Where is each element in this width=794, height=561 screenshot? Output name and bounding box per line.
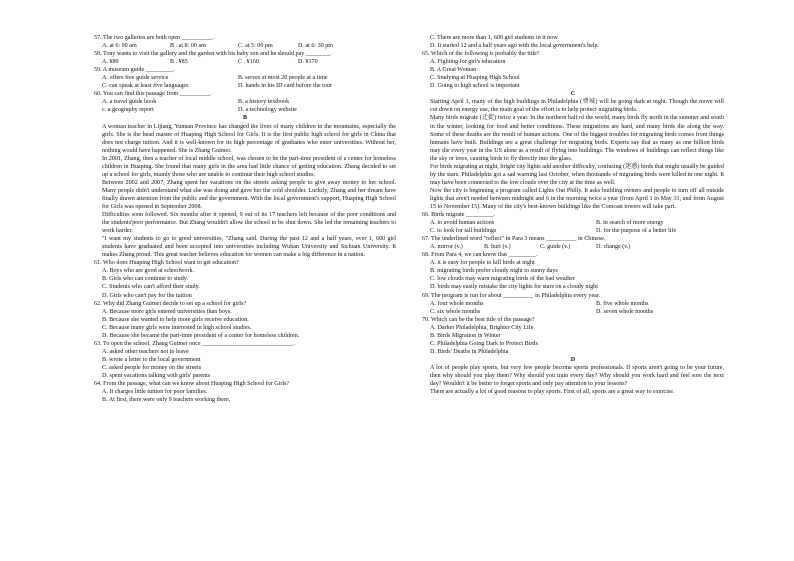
option[interactable]: A. at 6: 00 am	[102, 43, 137, 50]
passage-paragraph: A woman teacher in Lijiang, Yunnan Province has changed the lives of many children in the mountains, especially the girls. She is the head master of Huaping High School for Girls. It is the first public high school for girls in China that does not charge tuition. And it is well-known for its high percentage of graduates who enter universities. Without her, nothing would have happened. She is Zhang Guimei.	[102, 123, 396, 154]
option[interactable]: C. at 5: 00 pm	[238, 43, 273, 50]
option[interactable]: c. a geography report	[102, 107, 154, 114]
option[interactable]: C. to look for tall buildings	[430, 228, 497, 235]
option[interactable]: B. five whole months	[596, 300, 649, 307]
question-stem: 58. Tony wants to visit the gallery and the garden with his baby son and he should pay ________.	[94, 51, 332, 58]
option[interactable]: D. Because she became the part-time president of a center for homeless children.	[102, 332, 300, 339]
passage-paragraph: Now the city is beginning a program called Lights Out Philly. It asks building owners and people to turn off all outside lights that aren't needed between midnight and 6 in the morning twice a year (from April 1 to May 31, and from August 15 to November 15). Many of the city's best-known buildings like the Comcast towers will take part.	[430, 187, 724, 210]
option[interactable]: B. Girls who can continue to study.	[102, 276, 188, 283]
question-stem: 70. Which can be the best title of the passage?	[422, 316, 535, 323]
passage-paragraph: Between 2002 and 2007, Zhang spent her vacations on the streets asking people to give away money to her school. Many people didn't understand what she was doing and gave her the cold shoulder. Luckily, Zhang and her dream have finally drawn attention from the public and the government. With the local government's support, Huaping High School for Girls was opened in September 2008.	[102, 179, 396, 210]
passage-paragraph: A lot of people play sports, but very few people become sports professionals. If sports aren't going to be your future, then why should you play them? Why should you train every day? Why should you work hard and feel sore the next day? Wouldn't it be better to forget sports and only pay attention to your lessons?	[430, 364, 724, 388]
left-column	[94, 34, 396, 404]
passage-paragraph: "I want my students to go to good universities, "Zhang said. During the past 12 and a half years, over 1, 600 girl students have graduated and been accepted into universities including Wuhan University and Sichuan University. It makes Zhang proud. This great teacher believes education for women can make a big difference in a nation.	[102, 236, 396, 259]
option-row	[94, 42, 396, 50]
option[interactable]: A. mirror (v.)	[430, 244, 463, 251]
option[interactable]: C. guide (v.)	[540, 244, 571, 251]
option[interactable]: A. offers free guide service	[102, 75, 169, 82]
option[interactable]: B. At first, there were only 9 teachers working there.	[102, 397, 231, 404]
option[interactable]: C. can speak at least five languages	[102, 83, 189, 90]
option[interactable]: B. serves at most 20 people at a time	[238, 75, 328, 82]
option[interactable]: D. Going to high school is important	[430, 83, 520, 90]
option[interactable]: A. Boys who are good at schoolwork.	[102, 268, 195, 275]
option[interactable]: A. to avoid human actions	[430, 220, 495, 227]
passage-paragraph: Starting April 1, many of the high buildings in Philadelphia (费城) will be going dark at night. Though the move will cut down on energy use, the main goal of the effort is to help protect migrating birds.	[430, 99, 724, 114]
option[interactable]: D. hands in his ID card before the tour	[238, 83, 332, 90]
passage-paragraph: Many birds migrate (迁徙) twice a year. In the northern half of the world, many birds fly north in the summer and south in the winter, looking for food and better conditions. These migrations are hard, and many birds die along the way. Some of these deaths are the result of human actions. One of the biggest troubles for migrating birds comes from things humans have built. Buildings are a great challenge for migrating birds. Experts say that as many as one billion birds may die every year in the US alone as a result of flying into buildings. The windows of buildings can reflect things like the sky or trees, causing birds to fly directly into the glass.	[430, 115, 724, 162]
option[interactable]: B. hurt (v.)	[484, 244, 511, 251]
option[interactable]: D. ¥170	[298, 59, 318, 66]
option[interactable]: C. asked people for money on the streets	[102, 364, 202, 371]
option[interactable]: D. Girls who can't pay for the tuition	[102, 292, 192, 299]
option[interactable]: A. It charges little tuition for poor families.	[102, 389, 208, 396]
question-stem: 69. The program is run for about __________ in Philadelphia every year.	[422, 292, 601, 299]
question-stem: 62. Why did Zhang Guimei decide to set up a school for girls?	[94, 300, 247, 307]
option[interactable]: B. wrote a letter to the local government	[102, 356, 201, 363]
passage-paragraph: For birds migrating at night, bright city lights add another difficulty, confusing (迷惑) birds that might usually be guided by the stars. Philadelphia got a sad warning last October, when thousands of migrating birds were killed in one night. It may have been connected to the low clouds over the city at the time as well.	[430, 163, 724, 186]
option[interactable]: A. ¥80	[102, 59, 119, 66]
option[interactable]: A. Darker Philadelphia, Brighter City Life	[430, 324, 534, 331]
option[interactable]: D. for the purpose of a better life	[596, 228, 677, 235]
option[interactable]: D. change (v.)	[596, 244, 631, 251]
option[interactable]: B. migrating birds prefer cloudy night to sunny days	[430, 268, 558, 275]
option-row	[422, 300, 724, 308]
option[interactable]: C. Because many girls were interested in high school studies.	[102, 324, 252, 331]
option[interactable]: D. a technology website	[238, 107, 297, 114]
option[interactable]: C. six whole months	[430, 308, 481, 315]
option[interactable]: A. four whole months	[430, 300, 484, 307]
option[interactable]: C . ¥160	[238, 59, 259, 66]
option[interactable]: C. Philadelphia Going Dark to Protect Birds	[430, 340, 538, 347]
option[interactable]: C. low clouds may warn migrating birds of the bad weather	[430, 276, 576, 283]
question-stem: 57. The two galleries are both open __________.	[94, 35, 214, 41]
option-row	[422, 227, 724, 235]
option[interactable]: C. Studying at Huaping High School	[430, 75, 520, 82]
option-row	[94, 98, 396, 106]
option[interactable]: B. Because she wanted to help more girls receive education.	[102, 316, 249, 323]
option[interactable]: D. spent vacations talking with girls' parents	[102, 372, 211, 379]
option-row	[94, 82, 396, 90]
option[interactable]: B. in search of more energy	[596, 220, 664, 227]
question-stem: 63. To open the school, Zhang Guimei once ______________________________.	[94, 340, 296, 347]
option-row	[422, 243, 724, 251]
option-row	[94, 58, 396, 66]
option[interactable]: D. Birds' Deaths in Philadelphia	[430, 348, 509, 355]
option[interactable]: B . at 8: 00 am	[170, 43, 206, 50]
option[interactable]: D. at 6: 30 pm	[298, 43, 334, 50]
passage-paragraph: In 2001, Zhang, then a teacher of local middle school, was chosen to be the part-time president of a center for homeless children in Huaping. She found that many girls in the area had little chance of getting education. Zhang decided to set up a school for girls, mainly those who are unable to continue their high school studies.	[102, 155, 396, 178]
section-heading-d: D	[570, 356, 576, 363]
question-stem: 64. From the passage, what can we know about Huaping High School for Girls?	[94, 381, 290, 388]
option-row	[94, 106, 396, 114]
question-stem: 59. A museum guide _________.	[94, 67, 175, 74]
option[interactable]: D. seven whole months	[596, 308, 654, 315]
option-row	[94, 74, 396, 82]
section-heading-c: C	[570, 91, 576, 98]
question-stem: 60. You can find this passage from __________.	[94, 91, 212, 98]
option[interactable]: A. a travel guide book	[102, 99, 157, 106]
option[interactable]: B. Birds Migration in Winter	[430, 332, 501, 339]
passage-paragraph: Difficulties soon followed. Six months after it opened, 9 out of its 17 teachers left because of the poor conditions and the students'poor performance. But Zhang wouldn't allow the school to be shut down. She led the remaining teachers to work harder.	[102, 212, 396, 235]
option[interactable]: A. asked other teachers not to leave	[102, 348, 189, 355]
right-column	[422, 34, 724, 396]
option[interactable]: C. There are more than 1, 600 girl students in it now.	[430, 35, 559, 41]
option[interactable]: C. Students who can't afford their study.	[102, 284, 200, 291]
option[interactable]: A. Because more girls entered universities than boys.	[102, 308, 232, 315]
option[interactable]: B. a history textbook	[238, 99, 290, 106]
option[interactable]: B. A Great Woman	[430, 67, 477, 74]
option[interactable]: D. It started 12 and a half years ago with the local government's help.	[430, 43, 600, 50]
option-row	[422, 308, 724, 316]
option[interactable]: B . ¥85	[170, 59, 188, 66]
question-stem: 68. From Para 4, we can know that _________.	[422, 252, 538, 259]
question-stem: 65. Which of the following is probably the title?	[422, 51, 540, 58]
option-row	[422, 219, 724, 227]
passage-paragraph: There are actually a lot of good reasons to play sports. First of all, sports are a great way to exercise.	[430, 389, 675, 396]
question-stem: 66. Birds migrate _________.	[422, 212, 495, 219]
question-stem: 61. Who does Huaping High School want to get education?	[94, 260, 239, 267]
question-stem: 67. The underlined word "reflect" in Para 3 means __________ in Chinese.	[422, 236, 606, 243]
option[interactable]: A. Fighting for girl's education	[430, 59, 506, 66]
option[interactable]: D. birds may easily mistake the city lights for stars on a cloudy night	[430, 284, 598, 291]
section-heading-b: B	[242, 115, 248, 122]
option[interactable]: A. it is easy for people to kill birds at night	[430, 260, 535, 267]
